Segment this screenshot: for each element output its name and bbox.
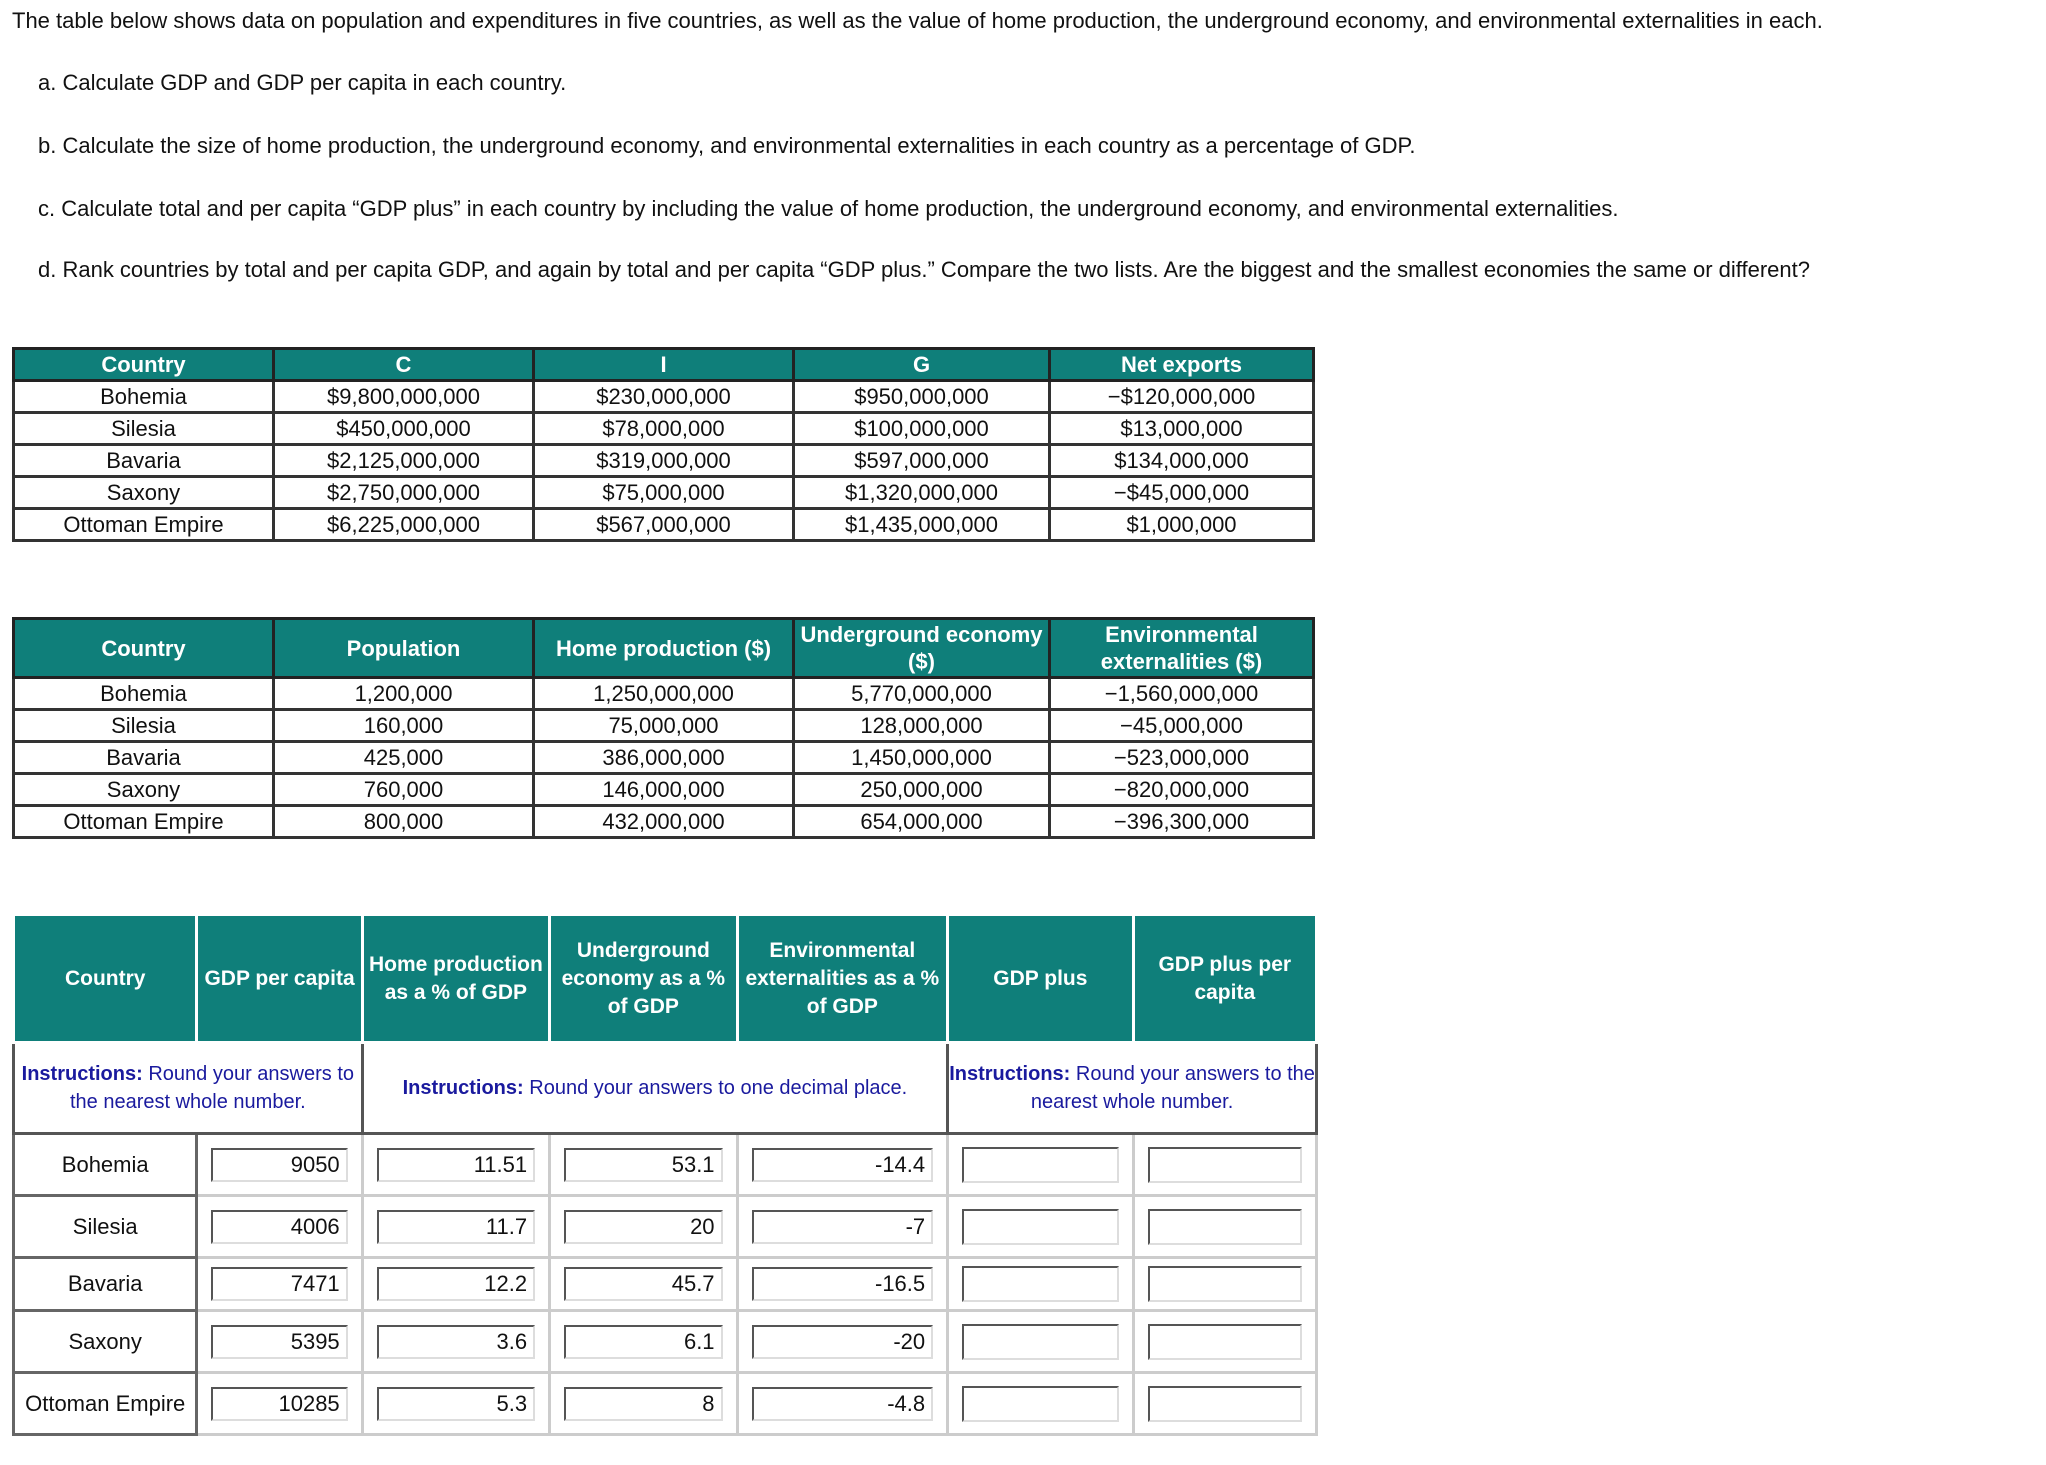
header-home-production: Home production ($) <box>534 619 794 678</box>
answer-cell <box>737 1196 948 1258</box>
answer-cell <box>948 1258 1133 1311</box>
instructions-label: Instructions: <box>21 1063 143 1085</box>
answer-cell <box>1133 1311 1316 1373</box>
value-cell: 432,000,000 <box>534 806 794 838</box>
header-gdp-plus-per-capita: GDP plus per capita <box>1133 915 1316 1043</box>
answer-cell <box>737 1134 948 1196</box>
table-row <box>14 742 1314 774</box>
country-cell: Silesia <box>14 1196 197 1258</box>
population-table <box>12 617 1315 839</box>
answer-cell <box>1133 1196 1316 1258</box>
value-cell: $450,000,000 <box>274 413 534 445</box>
value-cell: −1,560,000,000 <box>1050 678 1314 710</box>
answer-cell <box>197 1311 362 1373</box>
value-cell: $1,435,000,000 <box>794 509 1050 541</box>
header-population: Population <box>274 619 534 678</box>
answer-cell <box>197 1258 362 1311</box>
answer-cell <box>197 1196 362 1258</box>
gdp-plus-input[interactable] <box>962 1386 1118 1422</box>
value-cell: $134,000,000 <box>1050 445 1314 477</box>
gdp-plus-per-capita-input[interactable] <box>1148 1209 1302 1245</box>
country-cell: Silesia <box>14 710 274 742</box>
value-cell: 75,000,000 <box>534 710 794 742</box>
value-cell: −523,000,000 <box>1050 742 1314 774</box>
value-cell: −$120,000,000 <box>1050 381 1314 413</box>
instructions-label: Instructions: <box>402 1077 524 1099</box>
answer-cell <box>362 1134 549 1196</box>
answer-cell <box>550 1196 737 1258</box>
question-b: b. Calculate the size of home production, the underground economy, and environmental externalities in each country as a percentage of GDP. <box>38 133 1416 158</box>
answer-cell <box>550 1373 737 1435</box>
header-g: G <box>794 349 1050 381</box>
country-cell: Ottoman Empire <box>14 806 274 838</box>
question-c: c. Calculate total and per capita “GDP plus” in each country by including the value of home production, the underground economy, and environmental externalities. <box>38 196 1619 221</box>
instructions-text: Round your answers to the nearest whole number. <box>69 1063 355 1113</box>
country-cell: Bohemia <box>14 678 274 710</box>
table-row <box>14 381 1314 413</box>
answer-cell <box>948 1311 1133 1373</box>
gdp-plus-per-capita-input[interactable] <box>1148 1266 1302 1302</box>
answer-cell <box>737 1311 948 1373</box>
header-net-exports: Net exports <box>1050 349 1314 381</box>
header-c: C <box>274 349 534 381</box>
instructions-text: Round your answers to the nearest whole number. <box>1030 1063 1315 1113</box>
value-cell: 128,000,000 <box>794 710 1050 742</box>
underground-pct-input[interactable]: 45.7 <box>564 1267 722 1301</box>
header-home-pct: Home production as a % of GDP <box>362 915 549 1043</box>
header-country: Country <box>14 619 274 678</box>
header-underground-economy: Underground economy ($) <box>794 619 1050 678</box>
value-cell: $9,800,000,000 <box>274 381 534 413</box>
env-pct-input[interactable]: -4.8 <box>752 1387 934 1421</box>
value-cell: 1,250,000,000 <box>534 678 794 710</box>
answer-cell <box>550 1311 737 1373</box>
country-cell: Bohemia <box>14 1134 197 1196</box>
env-pct-input[interactable]: -20 <box>752 1325 934 1359</box>
country-cell: Bavaria <box>14 742 274 774</box>
expenditure-table <box>12 347 1315 542</box>
table-row <box>14 509 1314 541</box>
header-country: Country <box>14 349 274 381</box>
answer-table <box>12 913 1318 1436</box>
country-cell: Saxony <box>14 1311 197 1373</box>
gdp-plus-input[interactable] <box>962 1147 1118 1183</box>
answer-cell <box>362 1311 549 1373</box>
underground-pct-input[interactable]: 53.1 <box>564 1148 722 1182</box>
home-pct-input[interactable]: 3.6 <box>377 1325 535 1359</box>
answer-cell <box>737 1373 948 1435</box>
country-cell: Saxony <box>14 477 274 509</box>
gdp-per-capita-input[interactable]: 5395 <box>211 1325 347 1359</box>
env-pct-input[interactable]: -7 <box>752 1210 934 1244</box>
answer-row <box>14 1134 1317 1196</box>
answer-cell <box>1133 1134 1316 1196</box>
value-cell: $2,125,000,000 <box>274 445 534 477</box>
value-cell: 654,000,000 <box>794 806 1050 838</box>
value-cell: $6,225,000,000 <box>274 509 534 541</box>
gdp-plus-per-capita-input[interactable] <box>1148 1386 1302 1422</box>
country-cell: Bavaria <box>14 445 274 477</box>
header-i: I <box>534 349 794 381</box>
instructions-whole-right <box>948 1043 1317 1134</box>
question-a: a. Calculate GDP and GDP per capita in each country. <box>38 70 567 95</box>
value-cell: 386,000,000 <box>534 742 794 774</box>
value-cell: −45,000,000 <box>1050 710 1314 742</box>
value-cell: −396,300,000 <box>1050 806 1314 838</box>
env-pct-input[interactable]: -14.4 <box>752 1148 934 1182</box>
header-env-pct: Environmental externalities as a % of GDP <box>737 915 948 1043</box>
value-cell: $1,320,000,000 <box>794 477 1050 509</box>
value-cell: $78,000,000 <box>534 413 794 445</box>
table-row <box>14 678 1314 710</box>
answer-cell <box>737 1258 948 1311</box>
home-pct-input[interactable]: 11.7 <box>377 1210 535 1244</box>
gdp-per-capita-input[interactable]: 7471 <box>211 1267 347 1301</box>
gdp-plus-per-capita-input[interactable] <box>1148 1147 1302 1183</box>
value-cell: $230,000,000 <box>534 381 794 413</box>
table-row <box>14 774 1314 806</box>
answer-cell <box>1133 1373 1316 1435</box>
gdp-per-capita-input[interactable]: 9050 <box>211 1148 347 1182</box>
country-cell: Silesia <box>14 413 274 445</box>
value-cell: 425,000 <box>274 742 534 774</box>
value-cell: 146,000,000 <box>534 774 794 806</box>
gdp-plus-input[interactable] <box>962 1266 1118 1302</box>
value-cell: $319,000,000 <box>534 445 794 477</box>
answer-cell <box>197 1373 362 1435</box>
country-cell: Saxony <box>14 774 274 806</box>
instructions-label: Instructions: <box>949 1063 1071 1085</box>
header-gdp-per-capita: GDP per capita <box>197 915 362 1043</box>
answer-cell <box>1133 1258 1316 1311</box>
value-cell: 1,450,000,000 <box>794 742 1050 774</box>
answer-cell <box>550 1134 737 1196</box>
header-country: Country <box>14 915 197 1043</box>
answer-cell <box>362 1196 549 1258</box>
country-cell: Bavaria <box>14 1258 197 1311</box>
table-row <box>14 413 1314 445</box>
value-cell: $2,750,000,000 <box>274 477 534 509</box>
answer-row <box>14 1258 1317 1311</box>
value-cell: 1,200,000 <box>274 678 534 710</box>
underground-pct-input[interactable]: 8 <box>564 1387 722 1421</box>
instructions-text: Round your answers to one decimal place. <box>529 1077 908 1099</box>
answer-cell <box>550 1258 737 1311</box>
answer-cell <box>362 1258 549 1311</box>
underground-pct-input[interactable]: 20 <box>564 1210 722 1244</box>
gdp-plus-input[interactable] <box>962 1209 1118 1245</box>
gdp-per-capita-input[interactable]: 10285 <box>211 1387 347 1421</box>
header-underground-pct: Underground economy as a % of GDP <box>550 915 737 1043</box>
home-pct-input[interactable]: 12.2 <box>377 1267 535 1301</box>
value-cell: $950,000,000 <box>794 381 1050 413</box>
instructions-decimal <box>362 1043 947 1134</box>
value-cell: $567,000,000 <box>534 509 794 541</box>
answer-cell <box>948 1373 1133 1435</box>
gdp-plus-input[interactable] <box>962 1324 1118 1360</box>
env-pct-input[interactable]: -16.5 <box>752 1267 934 1301</box>
gdp-plus-per-capita-input[interactable] <box>1148 1324 1302 1360</box>
value-cell: $100,000,000 <box>794 413 1050 445</box>
value-cell: $13,000,000 <box>1050 413 1314 445</box>
value-cell: 5,770,000,000 <box>794 678 1050 710</box>
header-environmental-externalities: Environmental externalities ($) <box>1050 619 1314 678</box>
intro-text: The table below shows data on population and expenditures in five countries, as well as the value of home production, the underground economy, and environmental externalities in each. <box>12 8 1823 33</box>
value-cell: $597,000,000 <box>794 445 1050 477</box>
header-gdp-plus: GDP plus <box>948 915 1133 1043</box>
instructions-whole-left <box>14 1043 363 1134</box>
answer-cell <box>197 1134 362 1196</box>
value-cell: 760,000 <box>274 774 534 806</box>
answer-row <box>14 1196 1317 1258</box>
question-d: d. Rank countries by total and per capita GDP, and again by total and per capita “GDP plus.” Compare the two lists. Are the biggest and the smallest economies the same or different? <box>38 257 1810 282</box>
home-pct-input[interactable]: 5.3 <box>377 1387 535 1421</box>
underground-pct-input[interactable]: 6.1 <box>564 1325 722 1359</box>
answer-row <box>14 1311 1317 1373</box>
value-cell: 160,000 <box>274 710 534 742</box>
country-cell: Ottoman Empire <box>14 1373 197 1435</box>
home-pct-input[interactable]: 11.51 <box>377 1148 535 1182</box>
value-cell: −$45,000,000 <box>1050 477 1314 509</box>
country-cell: Bohemia <box>14 381 274 413</box>
value-cell: $75,000,000 <box>534 477 794 509</box>
value-cell: 800,000 <box>274 806 534 838</box>
gdp-per-capita-input[interactable]: 4006 <box>211 1210 347 1244</box>
country-cell: Ottoman Empire <box>14 509 274 541</box>
table-row <box>14 710 1314 742</box>
answer-cell <box>362 1373 549 1435</box>
value-cell: $1,000,000 <box>1050 509 1314 541</box>
answer-cell <box>948 1196 1133 1258</box>
answer-cell <box>948 1134 1133 1196</box>
value-cell: −820,000,000 <box>1050 774 1314 806</box>
table-row <box>14 445 1314 477</box>
value-cell: 250,000,000 <box>794 774 1050 806</box>
table-row <box>14 477 1314 509</box>
answer-row <box>14 1373 1317 1435</box>
table-row <box>14 806 1314 838</box>
